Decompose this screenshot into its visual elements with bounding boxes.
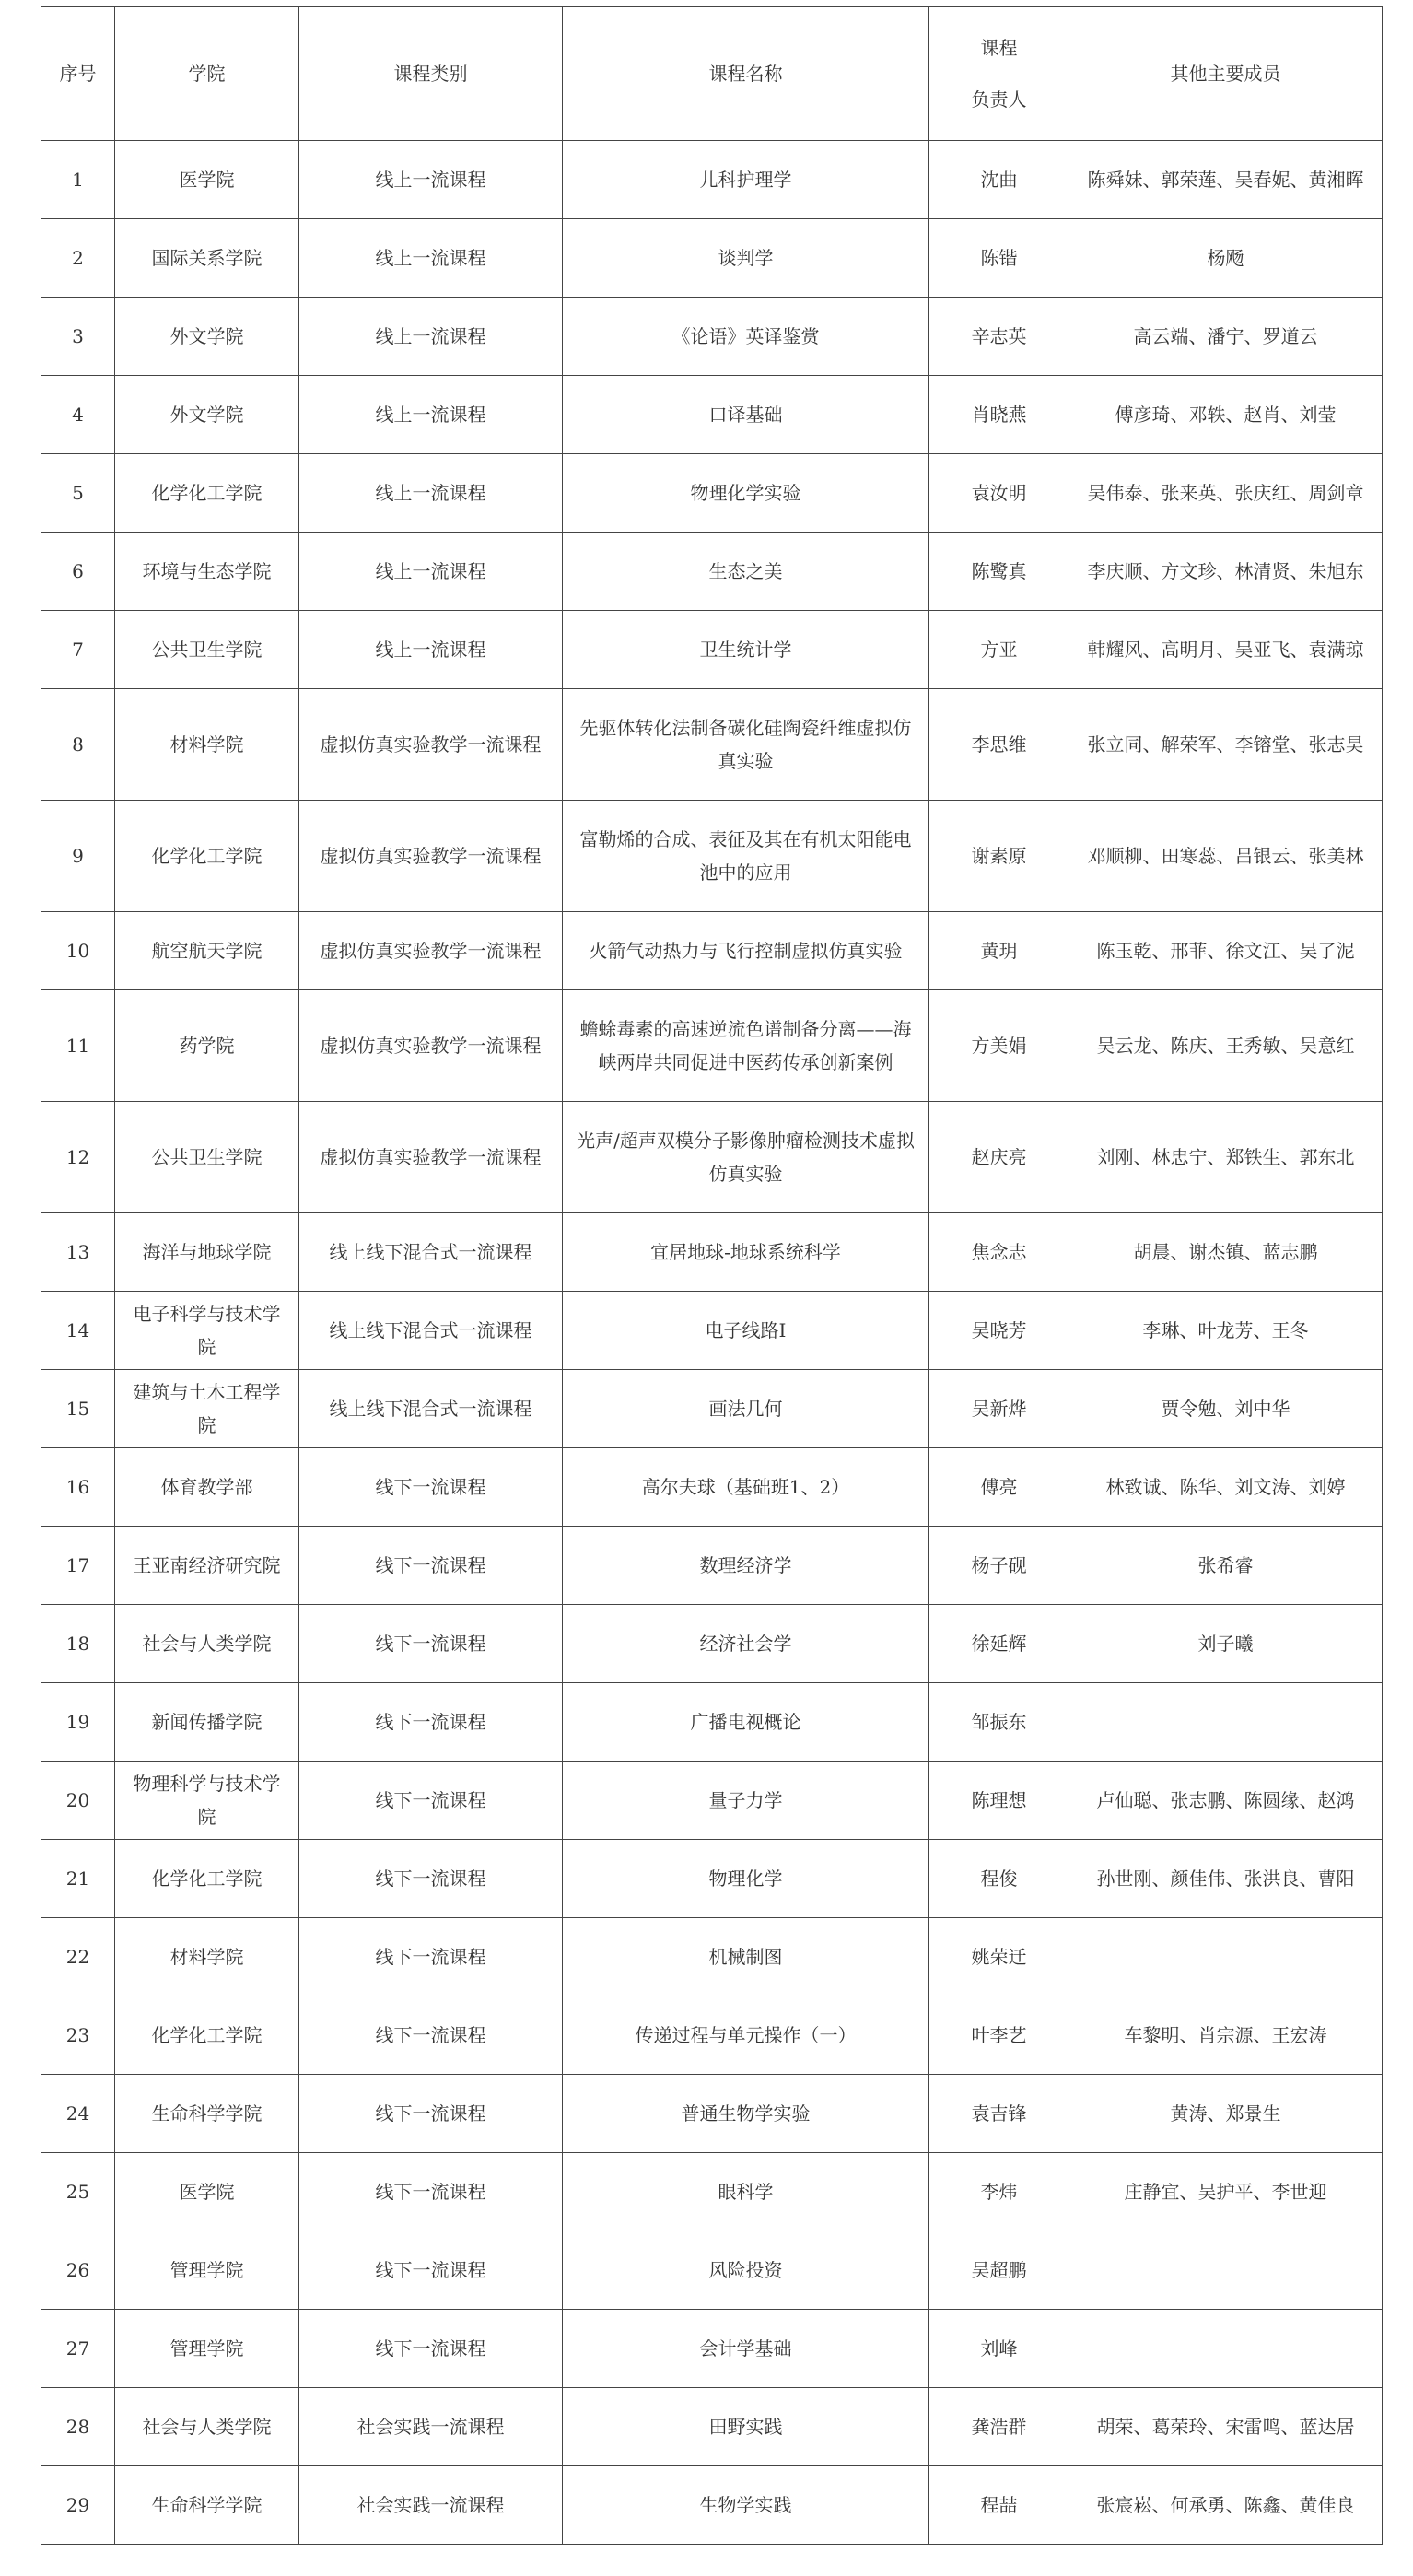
cell-course-name: 眼科学 bbox=[563, 2153, 929, 2231]
cell-college: 外文学院 bbox=[115, 376, 299, 454]
header-members: 其他主要成员 bbox=[1069, 7, 1383, 141]
cell-index: 16 bbox=[41, 1448, 115, 1527]
cell-lead: 袁吉锋 bbox=[929, 2075, 1069, 2153]
table-body bbox=[41, 141, 1383, 2545]
table-row bbox=[41, 801, 1383, 912]
table-row bbox=[41, 376, 1383, 454]
cell-course-name: 广播电视概论 bbox=[563, 1683, 929, 1762]
cell-course-name: 画法几何 bbox=[563, 1370, 929, 1448]
table-row bbox=[41, 990, 1383, 1102]
cell-lead: 陈鹭真 bbox=[929, 533, 1069, 611]
table-row bbox=[41, 1292, 1383, 1370]
cell-index: 13 bbox=[41, 1213, 115, 1292]
cell-index: 29 bbox=[41, 2466, 115, 2545]
cell-course-name: 生物学实践 bbox=[563, 2466, 929, 2545]
cell-college: 社会与人类学院 bbox=[115, 1605, 299, 1683]
cell-course-name: 风险投资 bbox=[563, 2231, 929, 2310]
cell-members: 傅彦琦、邓轶、赵肖、刘莹 bbox=[1069, 376, 1383, 454]
cell-category: 线上一流课程 bbox=[299, 219, 563, 298]
cell-course-name: 先驱体转化法制备碳化硅陶瓷纤维虚拟仿真实验 bbox=[563, 689, 929, 801]
cell-members: 张希睿 bbox=[1069, 1527, 1383, 1605]
cell-college: 材料学院 bbox=[115, 689, 299, 801]
cell-course-name: 生态之美 bbox=[563, 533, 929, 611]
cell-lead: 程喆 bbox=[929, 2466, 1069, 2545]
cell-college: 化学化工学院 bbox=[115, 1996, 299, 2075]
cell-category: 社会实践一流课程 bbox=[299, 2466, 563, 2545]
table-row bbox=[41, 1102, 1383, 1213]
table-row bbox=[41, 1605, 1383, 1683]
cell-members bbox=[1069, 2310, 1383, 2388]
cell-lead: 赵庆亮 bbox=[929, 1102, 1069, 1213]
table-row bbox=[41, 1448, 1383, 1527]
cell-members: 卢仙聪、张志鹏、陈圆缘、赵鸿 bbox=[1069, 1762, 1383, 1840]
table-row bbox=[41, 2388, 1383, 2466]
cell-category: 线下一流课程 bbox=[299, 1448, 563, 1527]
cell-members: 庄静宜、吴护平、李世迎 bbox=[1069, 2153, 1383, 2231]
cell-index: 12 bbox=[41, 1102, 115, 1213]
course-list-table bbox=[41, 6, 1383, 2545]
table-row bbox=[41, 2231, 1383, 2310]
table-row bbox=[41, 1918, 1383, 1996]
cell-members: 刘刚、林忠宁、郑铁生、郭东北 bbox=[1069, 1102, 1383, 1213]
cell-category: 线下一流课程 bbox=[299, 1527, 563, 1605]
cell-college: 体育教学部 bbox=[115, 1448, 299, 1527]
cell-college: 社会与人类学院 bbox=[115, 2388, 299, 2466]
table-row bbox=[41, 2075, 1383, 2153]
cell-college: 管理学院 bbox=[115, 2310, 299, 2388]
cell-index: 6 bbox=[41, 533, 115, 611]
table-row bbox=[41, 1996, 1383, 2075]
cell-category: 线上一流课程 bbox=[299, 141, 563, 219]
cell-category: 线下一流课程 bbox=[299, 2153, 563, 2231]
cell-lead: 陈锴 bbox=[929, 219, 1069, 298]
cell-course-name: 经济社会学 bbox=[563, 1605, 929, 1683]
cell-index: 7 bbox=[41, 611, 115, 689]
cell-lead: 吴超鹏 bbox=[929, 2231, 1069, 2310]
table-row bbox=[41, 2153, 1383, 2231]
cell-members: 黄涛、郑景生 bbox=[1069, 2075, 1383, 2153]
cell-college: 建筑与土木工程学院 bbox=[115, 1370, 299, 1448]
cell-members: 高云端、潘宁、罗道云 bbox=[1069, 298, 1383, 376]
cell-lead: 焦念志 bbox=[929, 1213, 1069, 1292]
cell-members: 李庆顺、方文珍、林清贤、朱旭东 bbox=[1069, 533, 1383, 611]
table-row bbox=[41, 2310, 1383, 2388]
cell-index: 27 bbox=[41, 2310, 115, 2388]
cell-index: 20 bbox=[41, 1762, 115, 1840]
cell-category: 线上一流课程 bbox=[299, 298, 563, 376]
cell-college: 生命科学学院 bbox=[115, 2466, 299, 2545]
cell-members: 林致诚、陈华、刘文涛、刘婷 bbox=[1069, 1448, 1383, 1527]
cell-college: 医学院 bbox=[115, 141, 299, 219]
table-row bbox=[41, 1213, 1383, 1292]
cell-course-name: 蟾蜍毒素的高速逆流色谱制备分离——海峡两岸共同促进中医药传承创新案例 bbox=[563, 990, 929, 1102]
cell-category: 线下一流课程 bbox=[299, 2310, 563, 2388]
cell-index: 1 bbox=[41, 141, 115, 219]
header-course-name: 课程名称 bbox=[563, 7, 929, 141]
cell-index: 3 bbox=[41, 298, 115, 376]
cell-category: 线下一流课程 bbox=[299, 1996, 563, 2075]
cell-college: 化学化工学院 bbox=[115, 454, 299, 533]
cell-lead: 方亚 bbox=[929, 611, 1069, 689]
cell-course-name: 电子线路I bbox=[563, 1292, 929, 1370]
cell-course-name: 宜居地球-地球系统科学 bbox=[563, 1213, 929, 1292]
cell-course-name: 传递过程与单元操作（一） bbox=[563, 1996, 929, 2075]
header-lead-line1: 课程 bbox=[980, 37, 1018, 59]
cell-lead: 辛志英 bbox=[929, 298, 1069, 376]
table-row bbox=[41, 912, 1383, 990]
cell-category: 线下一流课程 bbox=[299, 1605, 563, 1683]
cell-college: 化学化工学院 bbox=[115, 801, 299, 912]
cell-college: 新闻传播学院 bbox=[115, 1683, 299, 1762]
cell-category: 虚拟仿真实验教学一流课程 bbox=[299, 689, 563, 801]
table-row bbox=[41, 689, 1383, 801]
cell-college: 物理科学与技术学院 bbox=[115, 1762, 299, 1840]
table-row bbox=[41, 1527, 1383, 1605]
cell-index: 2 bbox=[41, 219, 115, 298]
header-lead-line2: 负责人 bbox=[971, 88, 1027, 111]
cell-course-name: 数理经济学 bbox=[563, 1527, 929, 1605]
cell-index: 25 bbox=[41, 2153, 115, 2231]
cell-college: 公共卫生学院 bbox=[115, 611, 299, 689]
cell-index: 22 bbox=[41, 1918, 115, 1996]
cell-college: 环境与生态学院 bbox=[115, 533, 299, 611]
cell-category: 线下一流课程 bbox=[299, 1840, 563, 1918]
cell-category: 虚拟仿真实验教学一流课程 bbox=[299, 912, 563, 990]
header-index: 序号 bbox=[41, 7, 115, 141]
cell-course-name: 量子力学 bbox=[563, 1762, 929, 1840]
cell-college: 外文学院 bbox=[115, 298, 299, 376]
cell-category: 虚拟仿真实验教学一流课程 bbox=[299, 801, 563, 912]
cell-course-name: 儿科护理学 bbox=[563, 141, 929, 219]
cell-lead: 黄玥 bbox=[929, 912, 1069, 990]
cell-lead: 谢素原 bbox=[929, 801, 1069, 912]
cell-lead: 徐延辉 bbox=[929, 1605, 1069, 1683]
cell-lead: 叶李艺 bbox=[929, 1996, 1069, 2075]
cell-college: 公共卫生学院 bbox=[115, 1102, 299, 1213]
cell-lead: 沈曲 bbox=[929, 141, 1069, 219]
cell-lead: 刘峰 bbox=[929, 2310, 1069, 2388]
cell-index: 17 bbox=[41, 1527, 115, 1605]
cell-members: 张立同、解荣军、李镕堂、张志昊 bbox=[1069, 689, 1383, 801]
cell-members: 胡荣、葛荣玲、宋雷鸣、蓝达居 bbox=[1069, 2388, 1383, 2466]
cell-lead: 吴新烨 bbox=[929, 1370, 1069, 1448]
cell-course-name: 田野实践 bbox=[563, 2388, 929, 2466]
cell-members: 李琳、叶龙芳、王冬 bbox=[1069, 1292, 1383, 1370]
cell-lead: 李炜 bbox=[929, 2153, 1069, 2231]
table-row bbox=[41, 298, 1383, 376]
cell-index: 26 bbox=[41, 2231, 115, 2310]
cell-category: 社会实践一流课程 bbox=[299, 2388, 563, 2466]
cell-college: 管理学院 bbox=[115, 2231, 299, 2310]
cell-course-name: 富勒烯的合成、表征及其在有机太阳能电池中的应用 bbox=[563, 801, 929, 912]
table-row bbox=[41, 611, 1383, 689]
cell-college: 王亚南经济研究院 bbox=[115, 1527, 299, 1605]
cell-lead: 李思维 bbox=[929, 689, 1069, 801]
table-row bbox=[41, 1840, 1383, 1918]
table-row bbox=[41, 1683, 1383, 1762]
cell-members bbox=[1069, 1683, 1383, 1762]
cell-course-name: 机械制图 bbox=[563, 1918, 929, 1996]
cell-college: 材料学院 bbox=[115, 1918, 299, 1996]
cell-lead: 姚荣迁 bbox=[929, 1918, 1069, 1996]
cell-category: 线上一流课程 bbox=[299, 454, 563, 533]
cell-college: 药学院 bbox=[115, 990, 299, 1102]
cell-lead: 陈理想 bbox=[929, 1762, 1069, 1840]
cell-category: 线下一流课程 bbox=[299, 1918, 563, 1996]
table-row bbox=[41, 141, 1383, 219]
cell-members: 杨飏 bbox=[1069, 219, 1383, 298]
cell-index: 10 bbox=[41, 912, 115, 990]
header-college: 学院 bbox=[115, 7, 299, 141]
table-row bbox=[41, 2466, 1383, 2545]
cell-course-name: 光声/超声双模分子影像肿瘤检测技术虚拟仿真实验 bbox=[563, 1102, 929, 1213]
cell-members: 贾令勉、刘中华 bbox=[1069, 1370, 1383, 1448]
cell-course-name: 物理化学 bbox=[563, 1840, 929, 1918]
cell-index: 19 bbox=[41, 1683, 115, 1762]
cell-index: 23 bbox=[41, 1996, 115, 2075]
cell-members bbox=[1069, 1918, 1383, 1996]
cell-index: 9 bbox=[41, 801, 115, 912]
cell-index: 4 bbox=[41, 376, 115, 454]
cell-course-name: 谈判学 bbox=[563, 219, 929, 298]
cell-index: 14 bbox=[41, 1292, 115, 1370]
cell-college: 电子科学与技术学院 bbox=[115, 1292, 299, 1370]
cell-members: 陈玉乾、邢菲、徐文江、吴了泥 bbox=[1069, 912, 1383, 990]
cell-index: 15 bbox=[41, 1370, 115, 1448]
table-row bbox=[41, 533, 1383, 611]
cell-course-name: 《论语》英译鉴赏 bbox=[563, 298, 929, 376]
cell-lead: 邹振东 bbox=[929, 1683, 1069, 1762]
cell-college: 国际关系学院 bbox=[115, 219, 299, 298]
cell-members: 车黎明、肖宗源、王宏涛 bbox=[1069, 1996, 1383, 2075]
cell-course-name: 火箭气动热力与飞行控制虚拟仿真实验 bbox=[563, 912, 929, 990]
cell-lead: 程俊 bbox=[929, 1840, 1069, 1918]
cell-members: 刘子曦 bbox=[1069, 1605, 1383, 1683]
cell-members: 吴云龙、陈庆、王秀敏、吴意红 bbox=[1069, 990, 1383, 1102]
cell-members: 张宸崧、何承勇、陈鑫、黄佳良 bbox=[1069, 2466, 1383, 2545]
cell-college: 生命科学学院 bbox=[115, 2075, 299, 2153]
cell-lead: 方美娟 bbox=[929, 990, 1069, 1102]
cell-course-name: 会计学基础 bbox=[563, 2310, 929, 2388]
cell-course-name: 普通生物学实验 bbox=[563, 2075, 929, 2153]
table-header-row bbox=[41, 7, 1383, 141]
cell-category: 线上线下混合式一流课程 bbox=[299, 1292, 563, 1370]
cell-index: 21 bbox=[41, 1840, 115, 1918]
cell-category: 线上一流课程 bbox=[299, 611, 563, 689]
cell-category: 线上一流课程 bbox=[299, 376, 563, 454]
cell-college: 海洋与地球学院 bbox=[115, 1213, 299, 1292]
cell-members: 陈舜妹、郭荣莲、吴春妮、黄湘晖 bbox=[1069, 141, 1383, 219]
cell-course-name: 口译基础 bbox=[563, 376, 929, 454]
cell-category: 虚拟仿真实验教学一流课程 bbox=[299, 1102, 563, 1213]
cell-category: 线下一流课程 bbox=[299, 1683, 563, 1762]
cell-college: 医学院 bbox=[115, 2153, 299, 2231]
cell-lead: 肖晓燕 bbox=[929, 376, 1069, 454]
table-row bbox=[41, 1762, 1383, 1840]
cell-lead: 吴晓芳 bbox=[929, 1292, 1069, 1370]
cell-members: 邓顺柳、田寒蕊、吕银云、张美林 bbox=[1069, 801, 1383, 912]
cell-index: 11 bbox=[41, 990, 115, 1102]
cell-lead: 傅亮 bbox=[929, 1448, 1069, 1527]
cell-college: 化学化工学院 bbox=[115, 1840, 299, 1918]
table-row bbox=[41, 454, 1383, 533]
cell-index: 8 bbox=[41, 689, 115, 801]
cell-lead: 袁汝明 bbox=[929, 454, 1069, 533]
cell-category: 线上一流课程 bbox=[299, 533, 563, 611]
cell-members: 胡晨、谢杰镇、蓝志鹏 bbox=[1069, 1213, 1383, 1292]
cell-index: 24 bbox=[41, 2075, 115, 2153]
table-row bbox=[41, 1370, 1383, 1448]
cell-category: 线上线下混合式一流课程 bbox=[299, 1370, 563, 1448]
table-row bbox=[41, 219, 1383, 298]
cell-index: 28 bbox=[41, 2388, 115, 2466]
cell-category: 虚拟仿真实验教学一流课程 bbox=[299, 990, 563, 1102]
cell-category: 线下一流课程 bbox=[299, 2231, 563, 2310]
cell-members bbox=[1069, 2231, 1383, 2310]
cell-course-name: 卫生统计学 bbox=[563, 611, 929, 689]
cell-category: 线下一流课程 bbox=[299, 2075, 563, 2153]
cell-category: 线上线下混合式一流课程 bbox=[299, 1213, 563, 1292]
header-lead bbox=[929, 7, 1069, 141]
cell-lead: 杨子砚 bbox=[929, 1527, 1069, 1605]
cell-lead: 龚浩群 bbox=[929, 2388, 1069, 2466]
cell-members: 孙世刚、颜佳伟、张洪良、曹阳 bbox=[1069, 1840, 1383, 1918]
cell-category: 线下一流课程 bbox=[299, 1762, 563, 1840]
cell-course-name: 高尔夫球（基础班1、2） bbox=[563, 1448, 929, 1527]
cell-members: 吴伟泰、张来英、张庆红、周剑章 bbox=[1069, 454, 1383, 533]
cell-college: 航空航天学院 bbox=[115, 912, 299, 990]
header-category: 课程类别 bbox=[299, 7, 563, 141]
cell-index: 5 bbox=[41, 454, 115, 533]
cell-members: 韩耀风、高明月、吴亚飞、袁满琼 bbox=[1069, 611, 1383, 689]
cell-index: 18 bbox=[41, 1605, 115, 1683]
cell-course-name: 物理化学实验 bbox=[563, 454, 929, 533]
